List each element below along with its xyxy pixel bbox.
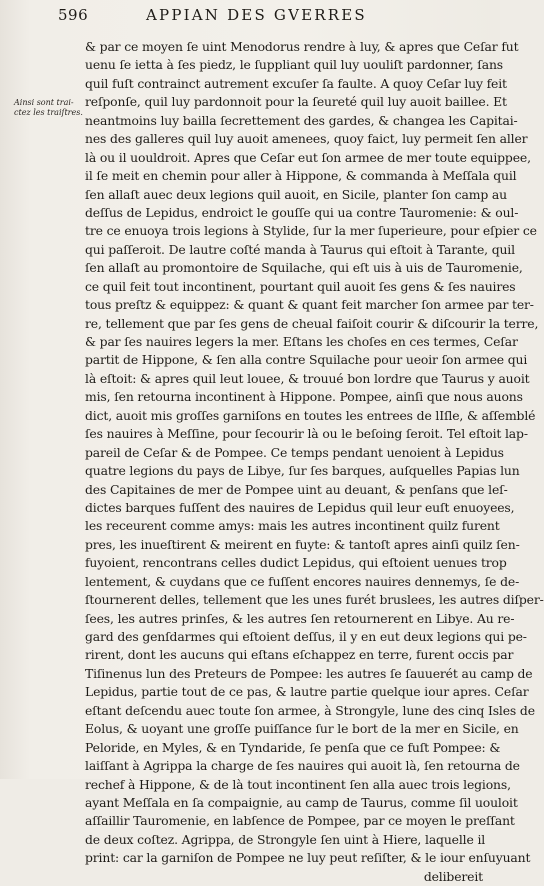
text-line: ſees, les autres prinſes, & les autres ſen retournerent en Libye. Au re- [85,610,515,626]
text-line: les receurent comme amys: mais les autres incontinent quilz furent [85,518,500,534]
body-text [85,38,544,886]
text-line: qui paſſeroit. De lautre coſté manda à Taurus qui eſtoit à Tarante, quil [85,241,515,257]
text-line: nes des galleres quil luy auoit amenees, quoy faict, luy permeit ſen aller [85,131,528,147]
text-line: rirent, dont les aucuns qui eſtans eſchappez en terre, furent occis par [85,647,514,663]
text-line: Tiſinenus lun des Preteurs de Pompee: les autres ſe ſauuerét au camp de [85,665,533,681]
text-line: ſen allaſt auec deux legions quil auoit, en Sicile, planter ſon camp au [85,186,507,202]
text-line: quatre legions du pays de Libye, ſur ſes barques, auſquelles Papias lun [85,463,520,479]
text-line: là eſtoit: & apres quil leut louee, & trouué bon lordre que Taurus y auoit [85,370,530,386]
text-line: lentement, & cuydans que ce fuſſent encores nauires dennemys, ſe de- [85,573,520,589]
text-line: aſſaillir Tauromenie, en labſence de Pompee, par ce moyen le preſſant [85,813,515,829]
text-line: des Capitaines de mer de Pompee uint au deuant, & penſans que leſ- [85,481,508,497]
text-line: rechef à Hippone, & de là tout incontinent ſen alla auec trois legions, [85,776,511,792]
text-line: ce quil feit tout incontinent, pourtant quil auoit ſes gens & ſes nauires [85,278,516,294]
text-line: là ou il uouldroit. Apres que Ceſar eut ſon armee de mer toute equippee, [85,149,531,165]
text-line: fuyoient, rencontrans celles dudict Lepidus, qui eſtoient uenues trop [85,555,507,571]
page-header [0,4,500,30]
text-line: Eolus, & uoyant une groſſe puiſſance ſur le bort de la mer en Sicile, en [85,721,519,737]
text-line: reſponſe, quil luy pardonnoit pour la ſeureté quil luy auoit baillee. Et [85,94,507,110]
text-line: ſtournerent delles, tellement que les unes furét bruslees, les autres diſper- [85,592,544,608]
text-line: dict, auoit mis groſſes garniſons en toutes les entrees de lIſle, & aſſemblé [85,407,536,423]
text-line: delibereit [423,868,483,884]
text-line: de deux coſtez. Agrippa, de Strongyle ſen uint à Hiere, laquelle il [85,831,486,847]
text-line: partit de Hippone, & ſen alla contre Squilache pour ueoir ſon armee qui [85,352,528,368]
text-line: neantmoins luy bailla ſecrettement des gardes, & changea les Capitai- [85,112,518,128]
text-line: ayant Meſſala en ſa compaignie, au camp de Taurus, comme ſil uouloit [85,794,518,810]
text-line: print: car la garniſon de Pompee ne luy peut reſiſter, & le iour enſuyuant [85,850,531,866]
text-line: ſes nauires à Meſſine, pour ſecourir là ou le beſoing ſeroit. Tel eſtoit lap- [85,426,528,442]
text-line: gard des genſdarmes qui eſtoient deſſus, il y en eut deux legions qui pe- [85,629,527,644]
text-line: ſen allaſt au promontoire de Squilache, qui eſt uis à uis de Tauromenie, [85,260,523,276]
margin-note [14,98,84,118]
text-line: quil fuſt contrainct autrement excuſer ſa faulte. A quoy Ceſar luy feit [85,75,507,91]
running-head: APPIAN DES GVERRES [146,6,367,24]
text-line: laiſſant à Agrippa la charge de ſes nauires qui auoit là, ſen retourna de [85,758,520,774]
text-line: & par ce moyen ſe uint Menodorus rendre à luy, & apres que Ceſar fut [85,39,519,54]
text-line: tre ce enuoya trois legions à Stylide, ſur la mer ſuperieure, pour eſpier ce [85,223,537,239]
text-line: deſſus de Lepidus, endroict le gouſſe qui ua contre Tauromenie: & oul- [85,204,519,220]
text-line: Lepidus, partie tout de ce pas, & lautre partie quelque iour apres. Ceſar [85,684,529,700]
margin-note-line: ctez les traiſtres. [14,108,83,117]
text-line: pres, les inueſtirent & meirent en fuyte: & tantoſt apres ainſi quilz ſen- [85,536,520,552]
text-line: mis, ſen retourna incontinent à Hippone. Pompee, ainſi que nous auons [85,389,523,405]
page-number: 596 [58,6,89,24]
margin-note-line: Ainsi sont trai- [14,98,74,107]
text-line: uenu ſe ietta à ſes piedz, le ſuppliant quil luy uouliſt pardonner, ſans [85,57,504,73]
text-line: dictes barques fuſſent des nauires de Lepidus quil leur euſt enuoyees, [85,499,515,515]
text-line: Peloride, en Myles, & en Tyndaride, ſe penſa que ce fuſt Pompee: & [85,739,501,755]
text-line: & par ſes nauires legers la mer. Eſtans les choſes en ces termes, Ceſar [85,334,518,349]
text-line: tous preſtz & equippez: & quant & quant feit marcher ſon armee par ter- [85,297,534,313]
text-line: eſtant deſcendu auec toute ſon armee, à Strongyle, lune des cinq Isles de [85,702,535,718]
text-line: re, tellement que par ſes gens de cheual faiſoit courir & diſcourir la terre, [85,315,539,331]
text-line: il ſe meit en chemin pour aller à Hippone, & commanda à Meſſala quil [85,168,517,184]
text-line: pareil de Ceſar & de Pompee. Ce temps pendant uenoient à Lepidus [85,444,504,460]
